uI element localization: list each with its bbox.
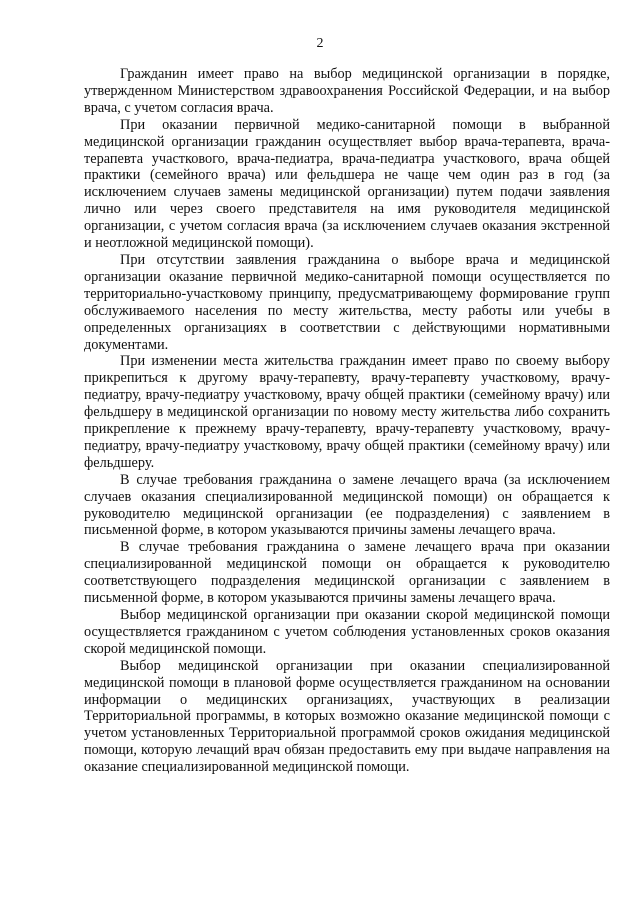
- paragraph: Выбор медицинской организации при оказании скорой медицинской помощи осуществляется гражданином с учетом соблюдения установленных сроков оказания скорой медицинской помощи.: [84, 607, 610, 657]
- paragraph: При изменении места жительства гражданин имеет право по своему выбору прикрепиться к другому врачу-терапевту, врачу-терапевту участковому, врачу-педиатру, врачу-педиатру участковому, врачу общей практики (семейному врачу) или фельдшеру в медицинской организации по новому месту жительства либо сохранить прикрепление к прежнему врачу-терапевту, врачу-терапевту участковому, врачу-педиатру, врачу-педиатру участковому, врачу общей практики (семейному врачу) или фельдшеру.: [84, 353, 610, 471]
- paragraph: Выбор медицинской организации при оказании специализированной медицинской помощи в плановой форме осуществляется гражданином на основании информации о медицинских организациях, участвующих в реализации Территориальной программы, в которых возможно оказание медицинской помощи с учетом установленных Территориальной программой сроков ожидания медицинской помощи, которую лечащий врач обязан предоставить ему при выдаче направления на оказание специализированной медицинской помощи.: [84, 657, 610, 776]
- paragraph: В случае требования гражданина о замене лечащего врача при оказании специализированной медицинской помощи он обращается к руководителю соответствующего подразделения медицинской организации с заявлением в письменной форме, в котором указываются причины замены лечащего врача.: [84, 539, 610, 607]
- paragraph: В случае требования гражданина о замене лечащего врача (за исключением случаев оказания специализированной медицинской помощи) он обращается к руководителю медицинской организации (ее подразделения) с заявлением в письменной форме, в котором указываются причины замены лечащего врача.: [84, 471, 610, 539]
- paragraph: Гражданин имеет право на выбор медицинской организации в порядке, утвержденном Министерством здравоохранения Российской Федерации, и на выбор врача, с учетом согласия врача.: [84, 66, 610, 116]
- paragraph: При отсутствии заявления гражданина о выборе врача и медицинской организации оказание первичной медико-санитарной помощи осуществляется по территориально-участковому принципу, предусматривающему формирование групп обслуживаемого населения по месту жительства, месту работы или учебы в определенных организациях в соответствии с действующими нормативными документами.: [84, 251, 610, 353]
- paragraph: При оказании первичной медико-санитарной помощи в выбранной медицинской организации гражданин осуществляет выбор врача-терапевта, врача-терапевта участкового, врача-педиатра, врача-педиатра участкового, врача общей практики (семейного врача) или фельдшера не чаще чем один раз в год (за исключением случаев замены медицинской организации) путем подачи заявления лично или через своего представителя на имя руководителя медицинской организации, с учетом согласия врача (за исключением случаев оказания экстренной и неотложной медицинской помощи).: [84, 116, 610, 252]
- page-number: 2: [316, 36, 324, 51]
- document-body: [84, 66, 610, 776]
